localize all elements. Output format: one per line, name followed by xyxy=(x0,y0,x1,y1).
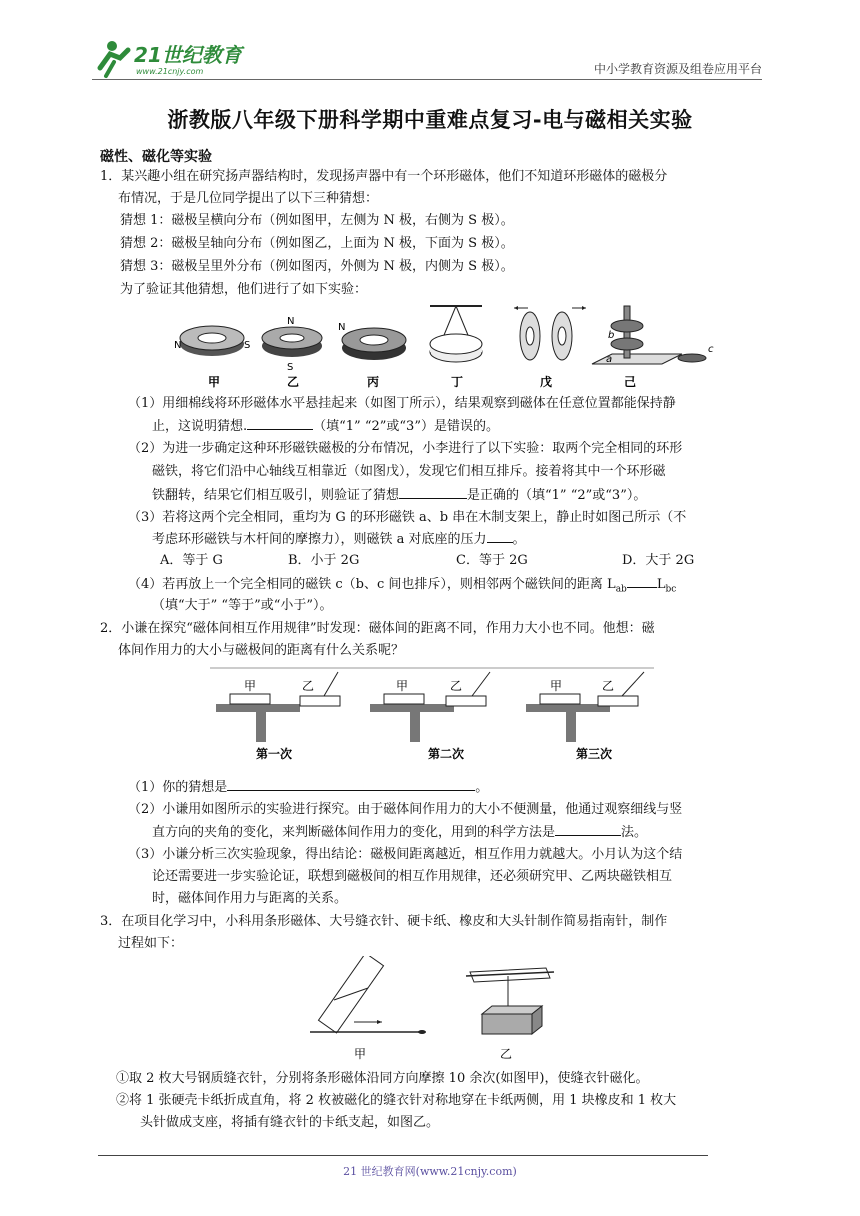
q1-verify: 为了验证其他猜想，他们进行了如下实验： xyxy=(120,282,368,297)
ring-magnet-yi xyxy=(262,316,322,373)
stacked-magnets-ji xyxy=(592,306,714,365)
label-jia: 甲 xyxy=(244,679,257,693)
q2-part3-c: 时，磁体间作用力与距离的关系。 xyxy=(152,891,348,906)
page-title: 浙教版八年级下册科学期中重难点复习-电与磁相关实验 xyxy=(167,108,693,132)
q1-option-a[interactable]: A．等于 G xyxy=(160,553,223,568)
answer-blank[interactable] xyxy=(555,821,621,836)
label-n: N xyxy=(338,322,346,333)
q2-part3-a: （3）小谦分析三次实验现象，得出结论：磁极间距离越近，相互作用力就越大。小月认为这个结 xyxy=(128,847,683,862)
q3-step2-b: 头针做成支座，将插有缝衣针的卡纸支起，如图乙。 xyxy=(140,1115,440,1130)
answer-blank[interactable] xyxy=(227,776,475,791)
ring-magnet-bing xyxy=(338,322,406,360)
q1-part3-a: （3）若将这两个完全相同，重均为 G 的环形磁铁 a、b 串在木制支架上，静止时如图己所示（不 xyxy=(128,510,687,525)
site-logo xyxy=(92,36,272,80)
label-n: N xyxy=(287,316,295,327)
fig-label-jia: 甲 xyxy=(208,375,221,389)
logo-text: 21世纪教育 xyxy=(134,43,242,67)
fig-yi-compass xyxy=(466,968,554,1034)
label-yi: 乙 xyxy=(302,679,315,693)
answer-blank[interactable] xyxy=(399,484,467,499)
q1-guess1: 猜想 1：磁极呈横向分布（例如图甲，左侧为 N 极，右侧为 S 极）。 xyxy=(120,213,514,228)
trial-label-1: 第一次 xyxy=(256,747,293,761)
q1-guess2: 猜想 2：磁极呈轴向分布（例如图乙，上面为 N 极，下面为 S 极）。 xyxy=(120,236,514,251)
q1-part2-c: 铁翻转，结果它们相互吸引，则验证了猜想 是正确的（填“1” “2”或“3”）。 xyxy=(152,484,646,506)
answer-blank[interactable] xyxy=(247,415,313,430)
label-s: S xyxy=(244,340,251,351)
q2-part2-b: 直方向的夹角的变化，来判断磁体间作用力的变化，用到的科学方法是 法。 xyxy=(152,821,647,843)
answer-blank[interactable] xyxy=(487,528,513,543)
q1-part1-b: 止，这说明猜想. （填“1” “2”或“3”）是错误的。 xyxy=(152,415,499,437)
fig-label-yi: 乙 xyxy=(500,1047,513,1061)
label-a: a xyxy=(606,354,613,365)
label-b: b xyxy=(608,330,615,341)
q2-part3-b: 论还需要进一步实验论证，联想到磁极间的相互作用规律，还必须研究甲、乙两块磁铁相互 xyxy=(152,869,673,884)
q2-part1: （1）你的猜想是 。 xyxy=(128,776,488,798)
label-c: c xyxy=(708,344,714,355)
q1-part1-a: （1）用细棉线将环形磁体水平悬挂起来（如图丁所示），结果观察到磁体在任意位置都能保持静 xyxy=(128,396,676,411)
label-jia: 甲 xyxy=(396,679,409,693)
footer-link[interactable]: 21 世纪教育网(www.21cnjy.com) xyxy=(343,1165,517,1178)
q3-step2-a: ②将 1 张硬壳卡纸折成直角，将 2 枚被磁化的缝衣针对称地穿在卡纸两侧，用 1 块橡皮和 1 枚大 xyxy=(116,1093,677,1108)
q1-option-d[interactable]: D．大于 2G xyxy=(622,553,695,568)
logo-url: www.21cnjy.com xyxy=(136,67,204,76)
label-jia: 甲 xyxy=(550,679,563,693)
q1-figure xyxy=(162,300,722,392)
section-heading: 磁性、磁化等实验 xyxy=(100,149,212,165)
q1-guess3: 猜想 3：磁极呈里外分布（例如图丙，外侧为 N 极，内侧为 S 极）。 xyxy=(120,259,514,274)
q1-part2-b: 磁铁，将它们沿中心轴线互相靠近（如图戊），发现它们相互排斥。接着将其中一个环形磁 xyxy=(152,464,666,479)
fig-label-ding: 丁 xyxy=(451,375,464,389)
two-magnets-wu xyxy=(514,306,586,360)
q1-stem-b: 布情况，于是几位同学提出了以下三种猜想： xyxy=(118,191,379,206)
answer-blank[interactable] xyxy=(627,573,657,588)
q3-stem-a: 3．在项目化学习中，小科用条形磁体、大号缝衣针、硬卡纸、橡皮和大头针制作简易指南针，制作 xyxy=(100,914,668,929)
fig-label-wu: 戊 xyxy=(540,375,553,389)
q2-part2-a: （2）小谦用如图所示的实验进行探究。由于磁体间作用力的大小不便测量，他通过观察细线与竖 xyxy=(128,802,683,817)
trial-1-setup xyxy=(216,672,340,761)
label-s: S xyxy=(287,362,294,373)
header-divider xyxy=(92,79,762,80)
ring-magnet-jia xyxy=(174,326,250,356)
fig-label-jia: 甲 xyxy=(354,1047,367,1061)
q1-part2-a: （2）为进一步确定这种环形磁铁磁极的分布情况，小李进行了以下实验：取两个完全相同的环形 xyxy=(128,441,683,456)
label-yi: 乙 xyxy=(602,679,615,693)
footer-divider xyxy=(98,1155,708,1156)
q1-option-b[interactable]: B．小于 2G xyxy=(288,553,360,568)
q1-stem-a: 1．某兴趣小组在研究扬声器结构时，发现扬声器中有一个环形磁体，他们不知道环形磁体的磁极分 xyxy=(100,169,668,184)
fig-label-yi: 乙 xyxy=(287,375,300,389)
trial-label-3: 第三次 xyxy=(576,747,613,761)
q2-figure xyxy=(210,664,654,764)
trial-2-setup xyxy=(370,672,490,761)
fig-label-ji: 己 xyxy=(624,375,637,389)
q1-option-c[interactable]: C．等于 2G xyxy=(456,553,528,568)
label-yi: 乙 xyxy=(450,679,463,693)
runner-icon xyxy=(100,41,128,76)
platform-label: 中小学教育资源及组卷应用平台 xyxy=(593,62,762,76)
trial-label-2: 第二次 xyxy=(428,747,465,761)
q2-stem-b: 体间作用力的大小与磁极间的距离有什么关系呢？ xyxy=(118,643,405,658)
hanging-magnet-ding xyxy=(430,306,482,362)
fig-jia-bar-magnet xyxy=(310,956,426,1034)
q3-figure xyxy=(300,956,560,1064)
q1-part4-a: （4）若再放上一个完全相同的磁铁 c（b、c 间也排斥），则相邻两个磁铁间的距离 $L_{ab}$ $L_{bc}$ xyxy=(128,573,676,601)
q2-stem-a: 2．小谦在探究“磁体间相互作用规律”时发现：磁体间的距离不同，作用力大小也不同。他想：磁 xyxy=(100,621,655,636)
q1-part4-b: （填“大于” “等于”或“小于”）。 xyxy=(152,598,333,613)
label-n: N xyxy=(174,340,182,351)
q3-step1: ①取 2 枚大号钢质缝衣针，分别将条形磁体沿同方向摩擦 10 余次(如图甲)，使缝衣针磁化。 xyxy=(116,1071,649,1086)
q1-part3-b: 考虑环形磁铁与木杆间的摩擦力），则磁铁 a 对底座的压力 。 xyxy=(152,528,526,550)
fig-label-bing: 丙 xyxy=(367,375,380,389)
q3-stem-b: 过程如下： xyxy=(118,936,184,951)
trial-3-setup xyxy=(526,672,644,761)
